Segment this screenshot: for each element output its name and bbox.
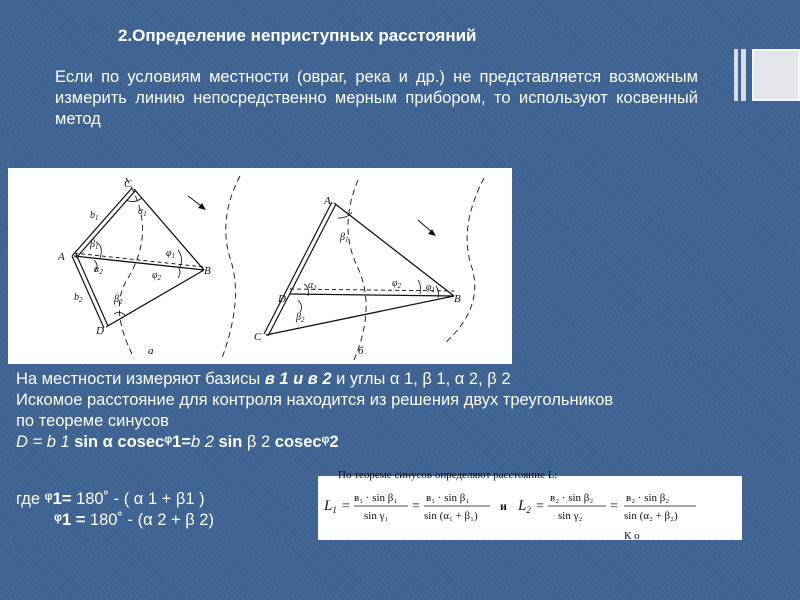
where-block bbox=[16, 489, 214, 531]
body-line-2: Искомое расстояние для контроля находится из решения двух треугольников bbox=[16, 391, 614, 409]
formula-tail: К о bbox=[624, 530, 640, 542]
fig-a-phi1: $\varphi_1$ bbox=[166, 248, 176, 260]
formula-and: и bbox=[500, 499, 507, 513]
formula-eq2: = bbox=[412, 499, 420, 514]
fig-b-alpha1: $\alpha_1$ bbox=[308, 280, 317, 292]
sine-theorem-formula-image bbox=[318, 469, 742, 542]
decor-bar-2 bbox=[741, 49, 746, 101]
formula-line: D = b 1 sin α cosecᵠ1=b 2 sin β 2 cosecᵠ2 bbox=[16, 433, 339, 451]
fig-a-label-B: B bbox=[204, 265, 211, 277]
fig-a-alpha2: $\alpha_2$ bbox=[94, 264, 103, 276]
formula-n4: в₂ · sin β₂ bbox=[626, 492, 670, 504]
fig-b-phi2: $\varphi_2$ bbox=[392, 278, 402, 290]
formula-n3: в₂ · sin β₂ bbox=[550, 492, 594, 504]
decor-box bbox=[752, 49, 800, 101]
fig-a-beta2: $\beta_2$ bbox=[114, 294, 123, 306]
fig-a-b1: $b_1$ bbox=[90, 210, 99, 222]
body-line-3: по теореме синусов bbox=[16, 412, 169, 430]
decor-bar-1 bbox=[734, 49, 738, 101]
fig-a-label-D: D bbox=[96, 325, 104, 337]
formula-eq4: = bbox=[610, 499, 618, 514]
formula-d4: sin (α₂ + β₂) bbox=[624, 510, 678, 522]
body-text bbox=[16, 369, 756, 453]
fig-b-beta2: $\beta_2$ bbox=[296, 312, 305, 324]
formula-eq1: = bbox=[342, 499, 350, 514]
where-line-1: где ᵠ1= 180˚ - ( α 1 + β1 ) bbox=[16, 490, 205, 508]
fig-a-alpha1: $\alpha_1$ bbox=[138, 206, 147, 218]
fig-b-label-D: D bbox=[278, 293, 286, 305]
formula-n2: в₁ · sin β₁ bbox=[426, 492, 470, 504]
fig-a-label-C: C bbox=[124, 178, 132, 190]
where-line-2: ᵠ1 = 180˚ - (α 2 + β 2) bbox=[54, 511, 214, 529]
slide-title: 2.Определение неприступных расстояний bbox=[118, 26, 477, 45]
formula-L2: $L_2$ bbox=[518, 498, 531, 515]
formula-L1: $L_1$ bbox=[324, 498, 337, 515]
body-line-1: На местности измеряют базисы в 1 и в 2 и углы α 1, β 1, α 2, β 2 bbox=[16, 370, 511, 388]
fig-a-caption: а bbox=[148, 345, 154, 357]
formula-eq3: = bbox=[536, 499, 544, 514]
fig-b-phi1: $\varphi_1$ bbox=[426, 282, 436, 294]
survey-figure bbox=[8, 168, 512, 364]
figure-b bbox=[264, 178, 484, 360]
fig-b-label-A: A bbox=[324, 195, 331, 207]
fig-b-caption: б bbox=[358, 345, 364, 357]
fig-b-label-B: B bbox=[454, 293, 461, 305]
fig-a-b2: $b_2$ bbox=[74, 292, 83, 304]
fig-a-beta1: $\beta_1$ bbox=[90, 239, 99, 251]
formula-d3: sin γ₂ bbox=[558, 510, 583, 522]
formula-d2: sin (α₁ + β₁) bbox=[424, 510, 478, 522]
fig-b-label-C: C bbox=[254, 331, 262, 343]
formula-header: По теореме синусов определяют расстояние L: bbox=[338, 469, 558, 481]
intro-paragraph: Если по условиям местности (овраг, река и др.) не представляется возможным измерить линию непосредственно мерным прибором, то используют косвенный метод bbox=[55, 68, 698, 128]
fig-a-phi2: $\varphi_2$ bbox=[152, 270, 162, 282]
fig-a-label-A: A bbox=[58, 251, 65, 263]
fig-b-beta1: $\beta_1$ bbox=[340, 232, 349, 244]
formula-d1: sin γ₁ bbox=[364, 510, 389, 522]
formula-n1: в₁ · sin β₁ bbox=[354, 492, 398, 504]
